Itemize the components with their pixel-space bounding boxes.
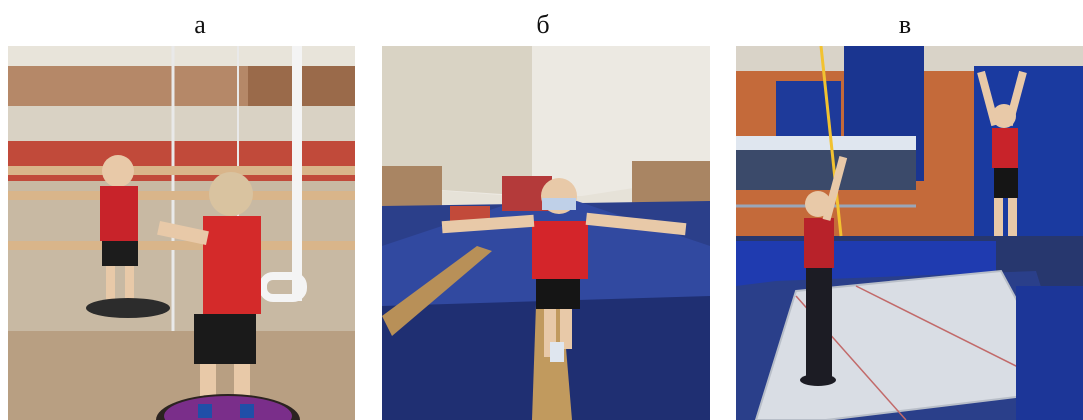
photo-b-illustration <box>382 46 710 420</box>
photo-c-illustration <box>736 46 1083 420</box>
panel-label-a: а <box>194 10 206 39</box>
panel-label-b: б <box>536 10 550 39</box>
panel-label-v: в <box>898 10 912 39</box>
photo-a <box>8 46 355 420</box>
photo-a-illustration <box>8 46 355 420</box>
photo-b <box>382 46 710 420</box>
photo-c <box>736 46 1083 420</box>
